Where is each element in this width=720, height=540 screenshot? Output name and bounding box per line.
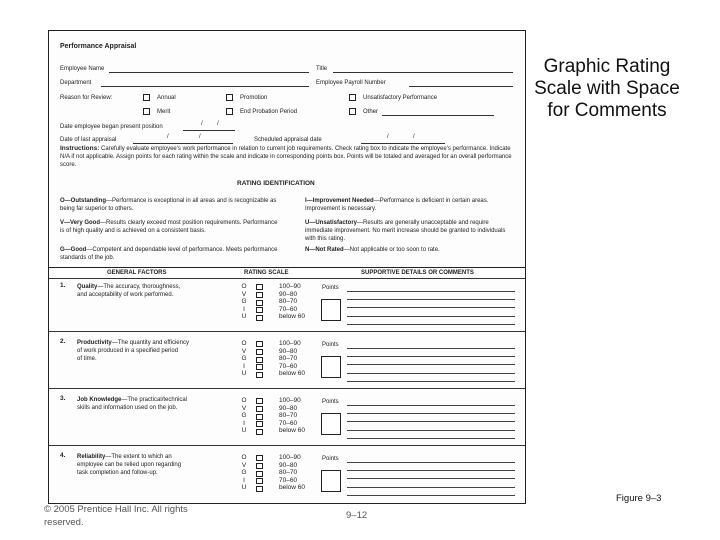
factor-3-desc-line1: —The practical/technical <box>121 397 188 403</box>
comment-line[interactable] <box>347 356 515 357</box>
factor-2-number: 2. <box>60 338 66 345</box>
header-bottom-rule <box>49 278 526 279</box>
rating-checkbox[interactable] <box>256 300 263 306</box>
supportive-comments-header: SUPPORTIVE DETAILS OR COMMENTS <box>361 270 474 276</box>
unsatisfactory-rating-label: U—Unsatisfactory <box>305 220 358 226</box>
outstanding-label: O—Outstanding <box>60 198 106 204</box>
factor-2-scale-letters <box>240 340 248 378</box>
rating-checkbox[interactable] <box>256 398 263 404</box>
comment-line[interactable] <box>347 413 515 414</box>
factor-4-points-box[interactable] <box>321 470 341 492</box>
date-began-line <box>183 130 235 131</box>
unsatisfactory-label: Unsatisfactory Performance <box>363 95 438 101</box>
scheduled-slash-2: / <box>413 134 415 140</box>
scale-value: 80–70 <box>279 355 298 363</box>
scale-letter: V <box>241 347 247 355</box>
rating-checkbox[interactable] <box>256 471 263 477</box>
factor-3-name: Job Knowledge <box>77 397 122 403</box>
very-good-text: —Results clearly exceed most position requirements. Performance is of high quality and is achieved on a consistent basis. <box>60 220 278 234</box>
scale-letter: I <box>243 305 245 313</box>
comment-line[interactable] <box>347 316 515 317</box>
factor-2-description <box>77 339 189 363</box>
factor-2-desc-line2: of work produced in a specified period <box>77 348 179 354</box>
factor-4-name: Reliability <box>77 454 106 460</box>
scale-value: below 60 <box>279 484 306 492</box>
comment-line[interactable] <box>347 421 515 422</box>
rating-unsatisfactory <box>305 219 517 243</box>
comment-line[interactable] <box>347 487 515 488</box>
instructions-label: Instructions: <box>60 145 100 152</box>
factor-4-desc-line3: task completion and follow-up. <box>77 470 158 476</box>
factor-1-name: Quality <box>77 284 98 290</box>
rating-scale-header: RATING SCALE <box>244 270 289 276</box>
payroll-number-label: Employee Payroll Number <box>316 80 386 86</box>
factor-1-scale-values <box>279 283 305 321</box>
scale-value: 70–60 <box>279 419 298 427</box>
comment-line[interactable] <box>347 324 515 325</box>
header-top-rule <box>49 267 526 268</box>
scale-value: 90–80 <box>279 461 298 469</box>
scale-letter: I <box>243 419 245 427</box>
department-label: Department <box>60 80 92 86</box>
improvement-label: I—Improvement Needed <box>305 198 374 204</box>
form-title: Performance Appraisal <box>60 43 137 50</box>
factor-2-scale-values <box>279 340 305 378</box>
comment-line[interactable] <box>347 438 515 439</box>
rating-checkbox[interactable] <box>256 292 263 298</box>
comment-line[interactable] <box>347 364 515 365</box>
comment-line[interactable] <box>347 470 515 471</box>
date-began-slash-1: / <box>201 121 203 127</box>
rating-checkbox[interactable] <box>256 307 263 313</box>
factor-2-points-label: Points <box>322 342 339 348</box>
payroll-number-line <box>409 86 513 87</box>
comment-line[interactable] <box>347 307 515 308</box>
factor-3-scale-values <box>279 397 305 435</box>
scale-letter: O <box>241 397 247 404</box>
scale-value: 70–60 <box>279 362 298 370</box>
scale-value: 80–70 <box>279 469 298 477</box>
scale-value: 100–90 <box>279 454 301 461</box>
not-rated-text: —Not applicable or too soon to rate. <box>343 247 440 253</box>
rating-checkbox[interactable] <box>256 455 263 461</box>
copyright-notice: © 2005 Prentice Hall Inc. All rights reserved. <box>44 504 188 528</box>
scale-value: 90–80 <box>279 290 298 298</box>
scale-letter: U <box>241 370 247 378</box>
scale-letter: U <box>241 313 247 321</box>
factor-1-desc-line2: and acceptability of work performed. <box>77 292 174 298</box>
unsatisfactory-checkbox[interactable] <box>349 94 356 101</box>
scale-letter: G <box>241 355 247 363</box>
date-last-label: Date of last appraisal <box>60 137 117 143</box>
factor-4-desc-line2: employee can be relied upon regarding <box>77 462 182 468</box>
date-last-slash-2: / <box>199 134 201 140</box>
factor-divider <box>49 445 526 446</box>
reason-label: Reason for Review: <box>60 95 113 101</box>
factor-3-number: 3. <box>60 395 66 402</box>
good-label: G—Good <box>60 247 87 253</box>
title-label: Title <box>316 66 328 72</box>
scale-letter: G <box>241 412 247 420</box>
factor-1-description <box>77 283 180 299</box>
factor-4-points-label: Points <box>322 456 339 462</box>
factor-3-points-box[interactable] <box>321 413 341 435</box>
rating-good <box>60 246 282 262</box>
factor-3-scale-letters <box>240 397 248 435</box>
date-last-line <box>133 143 233 144</box>
rating-outstanding <box>60 197 282 213</box>
scale-letter: O <box>241 283 247 290</box>
scale-letter: U <box>241 484 247 492</box>
annual-checkbox[interactable] <box>143 94 150 101</box>
rating-checkbox[interactable] <box>256 421 263 427</box>
factor-3-points-label: Points <box>322 399 339 405</box>
factor-4-scale-values <box>279 454 305 492</box>
scheduled-date-label: Scheduled appraisal date <box>254 137 322 143</box>
rating-checkbox[interactable] <box>256 429 263 435</box>
instructions <box>60 145 516 169</box>
factor-1-number: 1. <box>60 282 66 289</box>
factor-1-points-label: Points <box>322 285 339 291</box>
scale-value: 100–90 <box>279 397 301 404</box>
scale-value: 70–60 <box>279 476 298 484</box>
general-factors-header: GENERAL FACTORS <box>107 270 167 276</box>
rating-checkbox[interactable] <box>256 463 263 469</box>
comment-line[interactable] <box>347 462 515 463</box>
scale-value: 70–60 <box>279 305 298 313</box>
rating-very-good <box>60 219 282 235</box>
factor-4-scale-letters <box>240 454 248 492</box>
not-rated-label: N—Not Rated <box>305 247 344 253</box>
factor-3-description <box>77 396 187 412</box>
promotion-label: Promotion <box>240 95 268 101</box>
very-good-label: V—Very Good <box>60 220 101 226</box>
date-began-label: Date employee began present position <box>60 124 163 130</box>
department-line <box>101 86 309 87</box>
comment-line[interactable] <box>347 495 515 496</box>
scale-value: 80–70 <box>279 298 298 306</box>
rating-checkbox[interactable] <box>256 406 263 412</box>
factor-3-desc-line2: skills and information used on the job. <box>77 405 178 411</box>
comment-line[interactable] <box>347 478 515 479</box>
figure-reference: Figure 9–3 <box>616 493 662 504</box>
factor-1-scale-letters <box>240 283 248 321</box>
instructions-text: Carefully evaluate employee's work performance in relation to current job requirements. Check rating box to indicate the employee's performance. Indicate N/A if not applicable. Assign points for each rating within the scale and indicate in corresponding points box. Points will be totaled and averaged for an overall performance score. <box>60 146 512 168</box>
scale-value: below 60 <box>279 313 306 321</box>
scale-value: below 60 <box>279 427 306 435</box>
employee-name-label: Employee Name <box>60 66 105 72</box>
comment-line[interactable] <box>347 405 515 406</box>
scale-value: 80–70 <box>279 412 298 420</box>
employee-name-line <box>109 72 309 73</box>
factor-4-description <box>77 453 181 477</box>
annual-label: Annual <box>157 95 176 101</box>
factor-divider <box>49 331 526 332</box>
factor-4-number: 4. <box>60 452 66 459</box>
scale-letter: V <box>241 404 247 412</box>
improvement-text: —Performance is deficient in certain areas. Improvement is necessary. <box>305 198 489 212</box>
end-probation-checkbox[interactable] <box>226 108 233 115</box>
end-probation-label: End Probation Period <box>240 109 298 115</box>
factor-divider <box>49 388 526 389</box>
scale-letter: G <box>241 298 247 306</box>
merit-checkbox[interactable] <box>143 108 150 115</box>
scale-letter: V <box>241 290 247 298</box>
factor-2-desc-line1: —The quantity and efficiency <box>111 340 189 346</box>
rating-checkbox[interactable] <box>256 364 263 370</box>
scale-value: below 60 <box>279 370 306 378</box>
factor-1-desc-line1: —The accuracy, thoroughness, <box>97 284 181 290</box>
rating-checkbox[interactable] <box>256 486 263 492</box>
scale-letter: G <box>241 469 247 477</box>
rating-improvement-needed <box>305 197 517 213</box>
other-label: Other <box>363 109 379 115</box>
scale-letter: U <box>241 427 247 435</box>
rating-checkbox[interactable] <box>256 284 263 290</box>
comment-line[interactable] <box>347 430 515 431</box>
scale-letter: O <box>241 454 247 461</box>
rating-checkbox[interactable] <box>256 349 263 355</box>
merit-label: Merit <box>157 109 171 115</box>
scale-letter: I <box>243 362 245 370</box>
date-began-slash-2: / <box>217 121 219 127</box>
factor-2-points-box[interactable] <box>321 356 341 378</box>
factor-2-name: Productivity <box>77 340 112 346</box>
rating-checkbox[interactable] <box>256 372 263 378</box>
rating-checkbox[interactable] <box>256 341 263 347</box>
comment-line[interactable] <box>347 291 515 292</box>
rating-checkbox[interactable] <box>256 478 263 484</box>
factor-4-desc-line1: —The extent to which an <box>105 454 172 460</box>
promotion-checkbox[interactable] <box>226 94 233 101</box>
page-number: 9–12 <box>346 510 368 521</box>
factor-1-points-box[interactable] <box>321 299 341 321</box>
rating-not-rated <box>305 246 517 254</box>
scale-letter: O <box>241 340 247 347</box>
rating-checkbox[interactable] <box>256 357 263 363</box>
date-last-slash-1: / <box>167 134 169 140</box>
comment-line[interactable] <box>347 348 515 349</box>
scale-value: 90–80 <box>279 404 298 412</box>
comment-line[interactable] <box>347 373 515 374</box>
other-checkbox[interactable] <box>349 108 356 115</box>
other-line <box>382 115 494 116</box>
scheduled-slash-1: / <box>387 134 389 140</box>
title-line <box>333 72 513 73</box>
scale-letter: V <box>241 461 247 469</box>
comment-line[interactable] <box>347 299 515 300</box>
rating-checkbox[interactable] <box>256 414 263 420</box>
slide-title: Graphic Rating Scale with Space for Comments <box>534 56 680 121</box>
scheduled-date-line <box>361 143 445 144</box>
scale-value: 100–90 <box>279 283 301 290</box>
factor-2-desc-line3: of time. <box>77 356 97 362</box>
good-text: —Competent and dependable level of performance. Meets performance standards of the job. <box>60 247 278 261</box>
scale-value: 90–80 <box>279 347 298 355</box>
unsatisfactory-rating-text: —Results are generally unacceptable and require immediate improvement. No merit increase should be granted to individuals with this rating. <box>305 220 506 242</box>
scale-value: 100–90 <box>279 340 301 347</box>
performance-appraisal-form <box>48 30 526 504</box>
rating-checkbox[interactable] <box>256 315 263 321</box>
rating-identification-header: RATING IDENTIFICATION <box>237 180 315 187</box>
outstanding-text: —Performance is exceptional in all areas and is recognizable as being far superior to others. <box>60 198 277 212</box>
comment-line[interactable] <box>347 381 515 382</box>
scale-letter: I <box>243 476 245 484</box>
